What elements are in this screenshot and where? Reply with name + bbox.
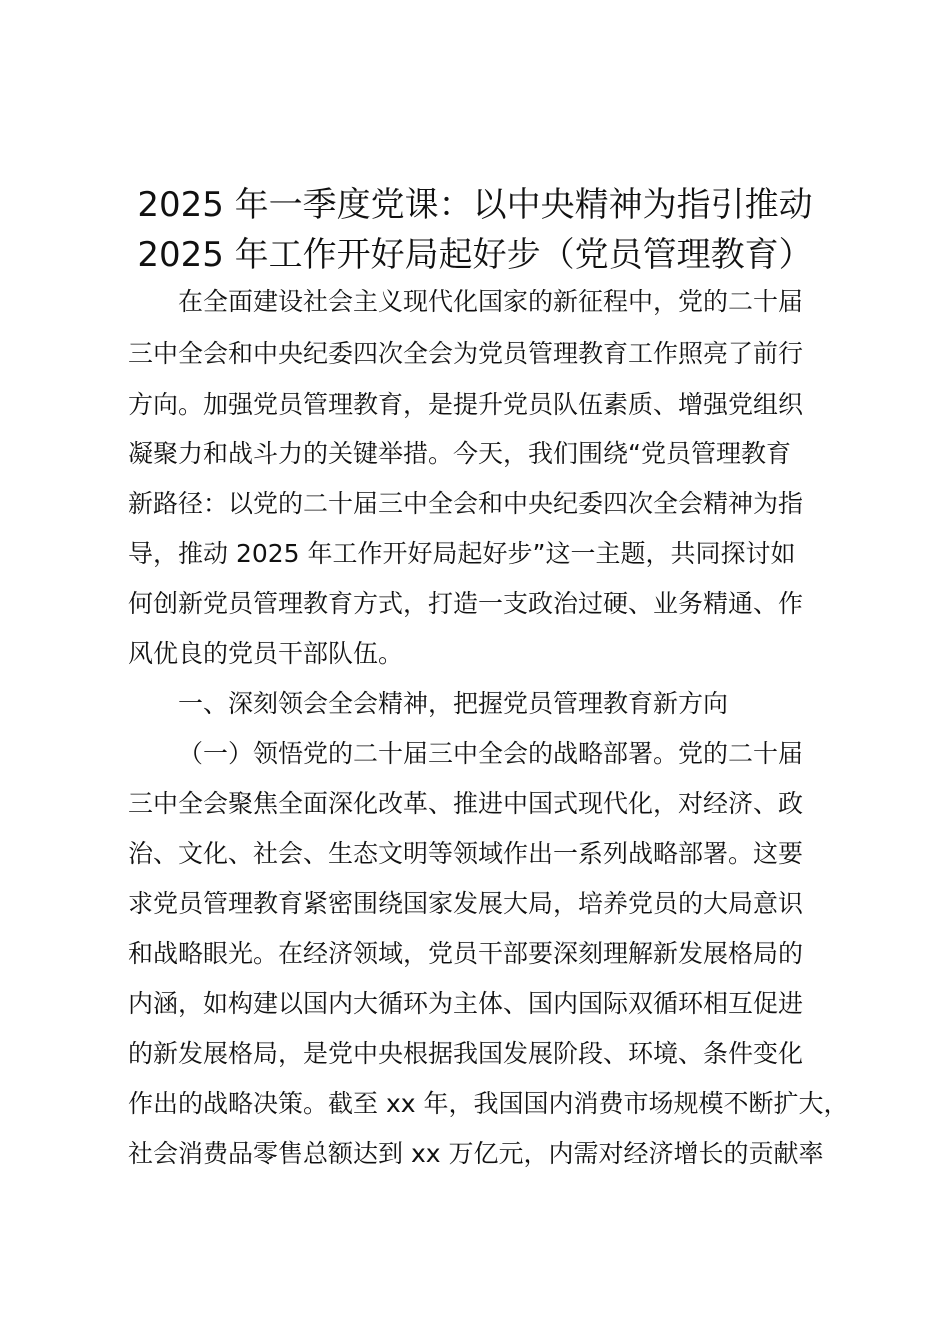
paragraph-line: 求党员管理教育紧密围绕国家发展大局，培养党员的大局意识 <box>128 889 804 918</box>
paragraph-line: 三中全会和中央纪委四次全会为党员管理教育工作照亮了前行 <box>128 339 804 368</box>
paragraph-line: 社会消费品零售总额达到 xx 万亿元，内需对经济增长的贡献率 <box>128 1139 824 1168</box>
paragraph-line: 新路径：以党的二十届三中全会和中央纪委四次全会精神为指 <box>128 489 804 518</box>
paragraph-line: 内涵，如构建以国内大循环为主体、国内国际双循环相互促进 <box>128 989 804 1018</box>
paragraph-line: 导，推动 2025 年工作开好局起好步”这一主题，共同探讨如 <box>128 539 796 568</box>
paragraph-line: 风优良的党员干部队伍。 <box>128 639 404 668</box>
paragraph-line: 作出的战略决策。截至 xx 年，我国国内消费市场规模不断扩大， <box>128 1089 849 1118</box>
paragraph-line: 方向。加强党员管理教育，是提升党员队伍素质、增强党组织 <box>128 390 804 419</box>
section-heading: 一、深刻领会全会精神，把握党员管理教育新方向 <box>178 689 729 718</box>
document-title-line-1: 2025 年一季度党课：以中央精神为指引推动 <box>137 185 813 225</box>
paragraph-line: 和战略眼光。在经济领域，党员干部要深刻理解新发展格局的 <box>128 939 804 968</box>
document-title-line-2: 2025 年工作开好局起好步（党员管理教育） <box>137 235 813 275</box>
paragraph-line: 治、文化、社会、生态文明等领域作出一系列战略部署。这要 <box>128 839 804 868</box>
paragraph-line: （一）领悟党的二十届三中全会的战略部署。党的二十届 <box>178 739 804 768</box>
paragraph-line: 的新发展格局，是党中央根据我国发展阶段、环境、条件变化 <box>128 1039 804 1068</box>
paragraph-line: 在全面建设社会主义现代化国家的新征程中，党的二十届 <box>178 287 804 316</box>
paragraph-line: 何创新党员管理教育方式，打造一支政治过硬、业务精通、作 <box>128 589 804 618</box>
paragraph-line: 凝聚力和战斗力的关键举措。今天，我们围绕“党员管理教育 <box>128 439 791 468</box>
paragraph-line: 三中全会聚焦全面深化改革、推进中国式现代化，对经济、政 <box>128 789 804 818</box>
